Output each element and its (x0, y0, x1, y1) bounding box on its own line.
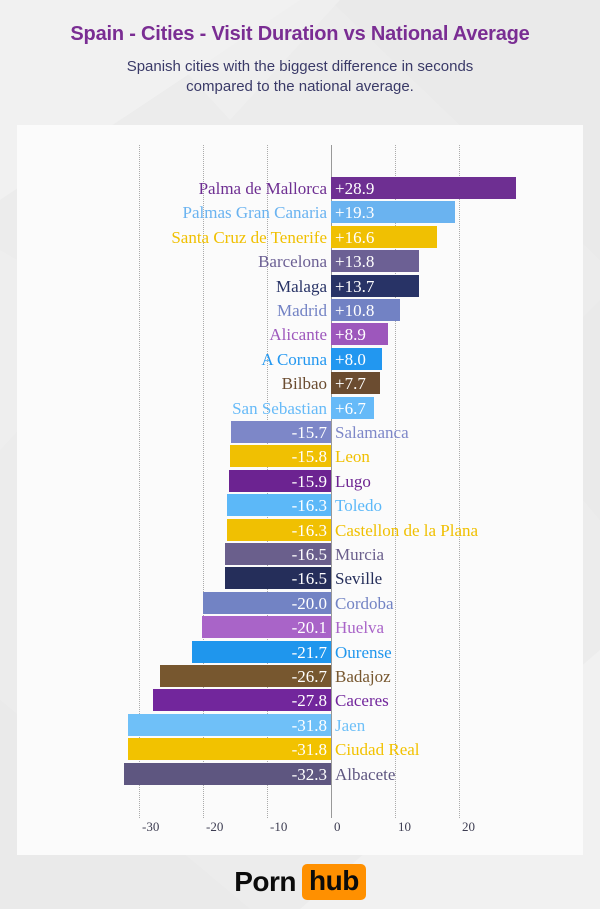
bar-label-ourense: Ourense (335, 642, 392, 662)
bar-label-santa-cruz-de-tenerife: Santa Cruz de Tenerife (171, 227, 327, 247)
bar-value-caceres: -27.8 (291, 691, 327, 711)
bar-label-alicante: Alicante (269, 325, 327, 345)
logo-text-porn: Porn (234, 866, 296, 897)
bar-label-palmas-gran-canaria: Palmas Gran Canaria (182, 203, 327, 223)
bar-label-seville: Seville (335, 569, 383, 589)
bar-label-malaga: Malaga (276, 276, 327, 296)
bar-value-malaga: +13.7 (335, 276, 375, 296)
bar-label-toledo: Toledo (335, 496, 382, 516)
axis-tick-label: 20 (462, 819, 475, 834)
footer (0, 864, 600, 900)
bar-value-madrid: +10.8 (335, 301, 375, 320)
bar-value-ciudad-real: -31.8 (291, 740, 327, 760)
gridline (459, 145, 460, 818)
bar-label-murcia: Murcia (335, 545, 385, 564)
bar-value-ourense: -21.7 (291, 642, 327, 662)
bar-label-madrid: Madrid (276, 301, 327, 320)
bar-value-lugo: -15.9 (291, 471, 327, 491)
axis-tick-label: 10 (398, 819, 411, 834)
bar-value-huelva: -20.1 (291, 618, 327, 638)
bar-value-alicante: +8.9 (335, 325, 366, 345)
bar-value-bilbao: +7.7 (335, 374, 366, 394)
bar-label-cordoba: Cordoba (335, 593, 394, 613)
bar-label-huelva: Huelva (335, 618, 385, 638)
page-title: Spain - Cities - Visit Duration vs National Average (70, 23, 530, 45)
bar-label-leon: Leon (335, 447, 370, 467)
subtitle-line-1: Spanish cities with the biggest difference in seconds (126, 58, 474, 75)
header (0, 0, 600, 97)
axis-tick-label: 0 (334, 819, 341, 834)
bar-value-toledo: -16.3 (291, 496, 327, 516)
bar-label-ciudad-real: Ciudad Real (335, 740, 420, 760)
bar-label-jaen: Jaen (335, 715, 366, 735)
page-subtitle (0, 57, 600, 97)
bar-label-bilbao: Bilbao (281, 374, 327, 394)
bar-value-seville: -16.5 (291, 569, 327, 589)
axis-tick-label: -10 (270, 819, 288, 834)
bar-value-a-coruna: +8.0 (335, 349, 366, 369)
pornhub-logo (0, 864, 600, 900)
bar-value-cordoba: -20.0 (291, 593, 327, 613)
bar-label-barcelona: Barcelona (258, 252, 327, 272)
bar-label-a-coruna: A Coruna (261, 349, 327, 369)
bar-label-badajoz: Badajoz (335, 667, 391, 686)
subtitle-line-2: compared to the national average. (186, 77, 414, 95)
bar-label-albacete: Albacete (335, 764, 396, 784)
bar-value-badajoz: -26.7 (291, 667, 327, 686)
bar-value-palmas-gran-canaria: +19.3 (335, 203, 375, 223)
bar-label-lugo: Lugo (335, 471, 371, 491)
bar-value-albacete: -32.3 (291, 764, 327, 784)
bar-label-castellon-de-la-plana: Castellon de la Plana (335, 520, 479, 540)
bar-value-murcia: -16.5 (291, 545, 327, 564)
bar-value-san-sebastian: +6.7 (335, 398, 366, 418)
bar-label-caceres: Caceres (335, 691, 389, 711)
logo-text-hub: hub (302, 864, 366, 900)
bar-value-jaen: -31.8 (291, 715, 327, 735)
bar-value-salamanca: -15.7 (291, 423, 327, 442)
bar-label-san-sebastian: San Sebastian (232, 398, 327, 418)
bar-value-leon: -15.8 (291, 447, 327, 467)
axis-tick-label: -30 (142, 819, 160, 834)
chart-panel (17, 125, 583, 855)
bar-label-salamanca: Salamanca (335, 423, 409, 442)
bar-value-santa-cruz-de-tenerife: +16.6 (335, 227, 375, 247)
bar-value-barcelona: +13.8 (335, 252, 375, 272)
bar-value-castellon-de-la-plana: -16.3 (291, 520, 327, 540)
bar-value-palma-de-mallorca: +28.9 (335, 179, 375, 198)
axis-tick-label: -20 (206, 819, 224, 834)
bar-label-palma-de-mallorca: Palma de Mallorca (198, 179, 327, 198)
